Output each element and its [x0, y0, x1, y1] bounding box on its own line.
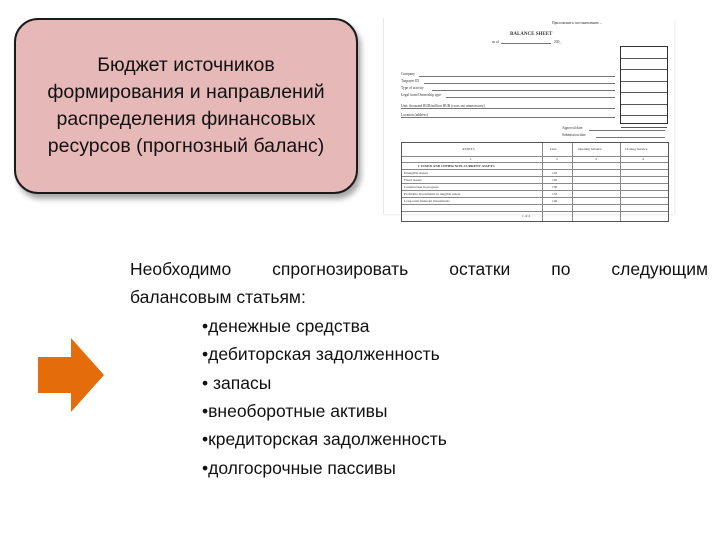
table-row-label: Profitable investments in tangible assets — [404, 192, 461, 196]
bullet-list — [130, 312, 708, 482]
table-col-number: 4 — [642, 157, 644, 161]
table-header: Line — [550, 147, 557, 151]
sheet-top-note: Приложение к постановлению ... — [552, 21, 603, 25]
table-row-label: Fixed Assets — [404, 178, 422, 182]
balance-sheet-image — [383, 18, 674, 218]
table-header: ASSETS — [462, 147, 475, 151]
table-row-label: Long-term financial investments — [404, 199, 450, 203]
slide-title: Бюджет источников формирования и направлений распределения финансовых ресурсов (прогнозный баланс) — [47, 54, 325, 157]
table-row-line: 140 — [552, 199, 558, 203]
sheet-submission-date: Submission date — [562, 133, 586, 137]
table-row-label: Construction in progress — [404, 185, 439, 189]
title-box — [14, 18, 358, 194]
table-header: Closing balance — [625, 147, 648, 151]
table-header: Opening balance — [578, 147, 602, 151]
sheet-field: Taxpayer ID — [401, 79, 420, 83]
list-item: •дебиторская задолженность — [202, 344, 440, 365]
sheet-field: Company — [401, 72, 415, 76]
balance-table — [401, 142, 669, 222]
list-item: •долгосрочные пассивы — [202, 457, 396, 478]
list-item: •денежные средства — [202, 315, 370, 336]
table-section: I. FIXED AND OTHER NON-CURRENT ASSETS — [418, 164, 495, 168]
list-item: •внеоборотные активы — [202, 401, 388, 422]
intro-line-2: балансовым статьям: — [130, 287, 306, 308]
table-col-number: 1 — [470, 157, 472, 161]
list-item: • запасы — [202, 372, 272, 393]
sheet-field: Location (address) — [401, 113, 428, 117]
sheet-field: Type of activity — [401, 86, 424, 90]
list-item: •кредиторская задолженность — [202, 429, 447, 450]
table-row-line: 120 — [552, 178, 558, 182]
sheet-heading: BALANCE SHEET — [510, 32, 553, 37]
table-row-line: 110 — [552, 171, 558, 175]
right-arrow-icon — [38, 338, 104, 412]
table-row-line: 135 — [552, 192, 558, 196]
table-col-number: 3 — [595, 157, 597, 161]
sheet-year: 200_ — [554, 40, 562, 44]
table-col-number: 2 — [556, 157, 558, 161]
content-text — [130, 255, 708, 482]
intro-line-1: Необходимо спрогнозировать остатки по следующим — [130, 259, 708, 279]
sheet-field: Unit: thousand RUR/million RUR (cross out unnecessary) — [401, 104, 485, 108]
sheet-field: Legal form/Ownership type — [401, 93, 441, 97]
table-row-label: Intangible Assets — [404, 171, 429, 175]
code-grid — [620, 46, 668, 124]
table-row-line: 130 — [552, 185, 558, 189]
table-footer: 1 of 2 — [522, 214, 531, 218]
sheet-date-prefix: as of — [492, 40, 499, 44]
sheet-approval-date: Approval date — [562, 126, 583, 130]
